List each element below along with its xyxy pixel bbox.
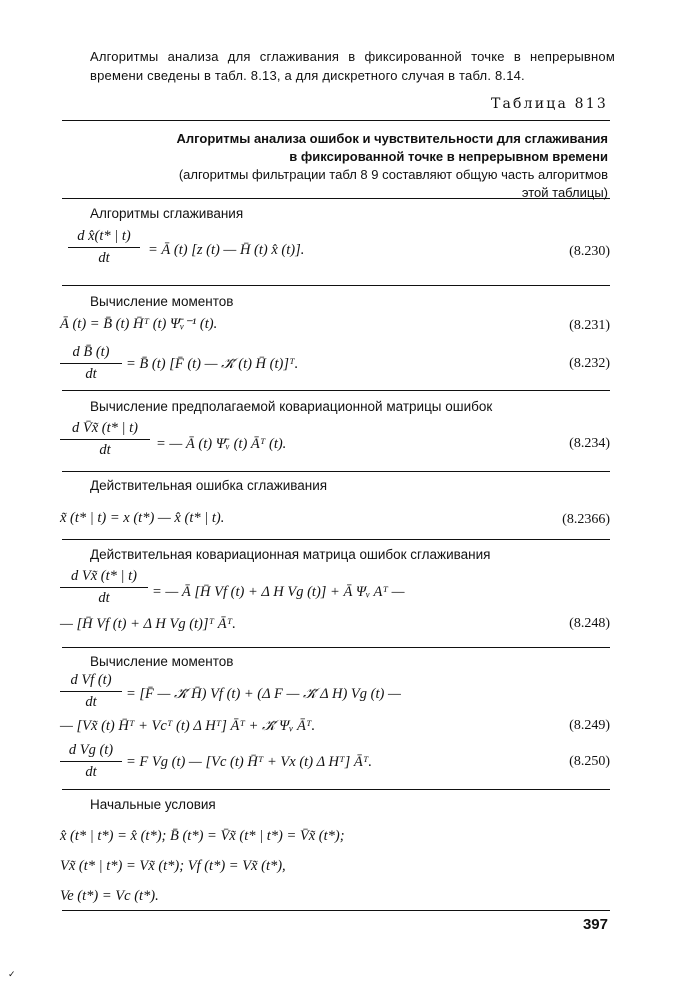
equation-number: (8.230) [569,244,610,259]
equation-text: Ā (t) = B̄ (t) H̄ᵀ (t) Ψ̄ᵥ⁻¹ (t). [60,316,218,332]
fraction-bar [60,439,150,440]
equation-8-232 [60,344,610,390]
intro-paragraph: Алгоритмы анализа для сглаживания в фиксированной точке в непрерывном времени сведены в табл. 8.13, а для дискретного случая в табл. 8.14. [90,49,615,83]
caption-bottom-rule [62,198,610,199]
fraction-bar [60,691,122,692]
equation-number: (8.249) [569,718,610,733]
fraction [60,672,122,711]
section-rule [62,647,610,648]
equation-8-249 [60,672,610,752]
table-number: Таблица 813 [490,96,608,112]
initial-condition-3 [60,888,610,910]
fraction [60,742,122,781]
numerator: d B̄ (t) [72,344,110,360]
rhs: = B̄ (t) [F̄ (t) — 𝒦̄ (t) H̄ (t)]ᵀ. [126,356,299,372]
section-covariance-assumed: Вычисление предполагаемой ковариационной матрицы ошибок [90,399,493,414]
rhs-line-1: = — Ā [H̄ Vf (t) + Δ H Vg (t)] + Ā Ψᵥ Aᵀ — [152,584,405,600]
section-smoothing: Алгоритмы сглаживания [90,206,244,221]
section-actual-error: Действительная ошибка сглаживания [90,478,328,493]
fraction-bar [68,247,140,248]
fraction [60,344,122,383]
rhs: = F Vg (t) — [Vc (t) H̄ᵀ + Vx (t) Δ Hᵀ] Āᵀ. [126,754,372,770]
section-rule [62,539,610,540]
numerator: d x̂(t* | t) [77,228,131,244]
denominator: dt [98,590,110,606]
numerator: d Vx̃ (t* | t) [71,568,137,584]
numerator: d Vg (t) [68,742,114,758]
equation-text: x̂ (t* | t*) = x̂ (t*); B̄ (t*) = V̄x̃ (t* | t*) = V̄x̃ (t*); [60,828,345,844]
denominator: dt [85,366,97,382]
equation-number: (8.248) [569,616,610,631]
caption-note-1: (алгоритмы фильтрации табл 8 9 составляют общую часть алгоритмов [178,167,608,182]
fraction [68,228,140,267]
fraction-bar [60,761,122,762]
section-moments-1: Вычисление моментов [90,294,234,309]
section-moments-2: Вычисление моментов [90,654,234,669]
section-initial-conditions: Начальные условия [90,797,216,812]
section-actual-covariance: Действительная ковариационная матрица ошибок сглаживания [90,547,491,562]
fraction-bar [60,363,122,364]
denominator: dt [98,250,110,266]
section-rule [62,789,610,790]
rhs: = Ā (t) [z (t) — H̄ (t) x̂ (t)]. [148,242,305,258]
initial-condition-1 [60,828,610,850]
denominator: dt [85,694,97,710]
caption-line-1: Алгоритмы анализа ошибок и чувствительности для сглаживания [176,131,608,146]
equation-8-234 [60,420,610,470]
denominator: dt [99,442,111,458]
equation-text: Vx̃ (t* | t*) = Vx̃ (t*); Vf (t*) = Vx̃ (t*), [60,858,286,874]
equation-8-248 [60,568,610,648]
equation-8-231 [60,316,610,340]
equation-number: (8.231) [569,318,610,333]
equation-8-230 [60,228,610,278]
margin-mark: ✓ [8,970,16,980]
fraction-bar [60,587,148,588]
fraction [60,568,148,607]
numerator: d V̄x̃ (t* | t) [72,420,138,436]
table-top-rule [62,120,610,121]
section-rule [62,285,610,286]
equation-text: Ve (t*) = Vc (t*). [60,888,159,904]
initial-condition-2 [60,858,610,880]
equation-8-250 [60,742,610,788]
rhs-line-1: = [F̄ — 𝒦̄ H̄) Vf (t) + (Δ F — 𝒦̄ Δ H) Vg (t) — [126,686,401,702]
equation-number: (8.2366) [562,512,610,527]
table-caption [88,130,608,202]
section-rule [62,471,610,472]
equation-number: (8.234) [569,436,610,451]
page-number: 397 [582,916,608,933]
section-rule [62,390,610,391]
equation-8-236 [60,510,610,534]
rhs: = — Ā (t) Ψ̄ᵥ (t) Āᵀ (t). [156,436,287,452]
equation-number: (8.250) [569,754,610,769]
rhs-line-2: — [Vx̃ (t) H̄ᵀ + Vcᵀ (t) Δ Hᵀ] Āᵀ + 𝒦̄ Ψᵥ Āᵀ. [60,718,316,734]
denominator: dt [85,764,97,780]
equation-number: (8.232) [569,356,610,371]
equation-text: x̃ (t* | t) = x (t*) — x̂ (t* | t). [60,510,225,526]
rhs-line-2: — [H̄ Vf (t) + Δ H Vg (t)]ᵀ Āᵀ. [60,616,236,632]
caption-line-2: в фиксированной точке в непрерывном времени [289,149,608,164]
numerator: d Vf (t) [70,672,112,688]
caption-note-2: этой таблицы) [521,185,608,200]
fraction [60,420,150,459]
table-bottom-rule [62,910,610,911]
